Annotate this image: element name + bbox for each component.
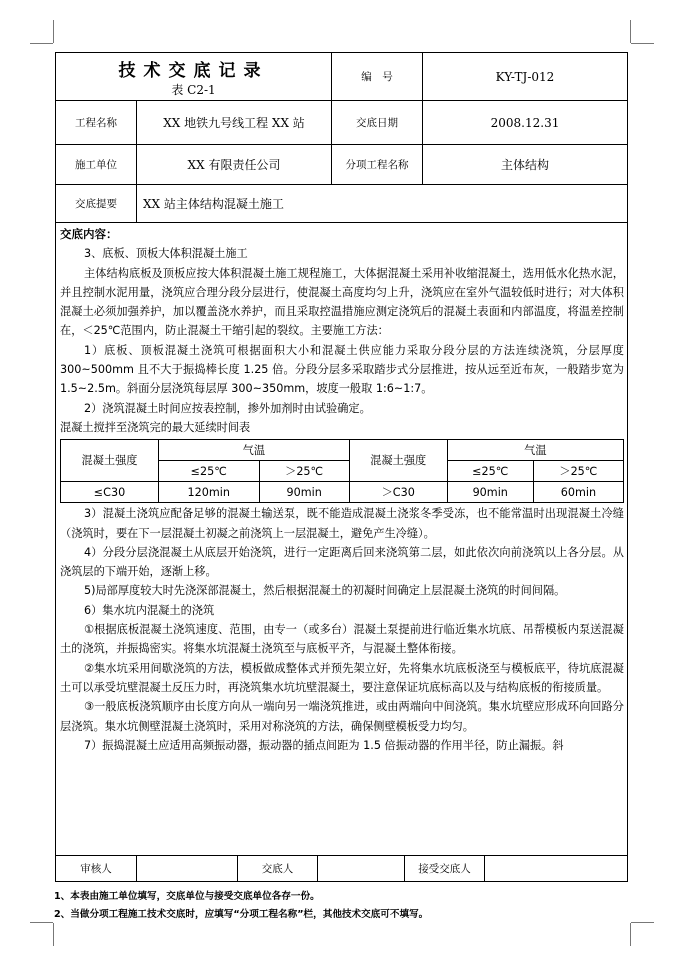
table-header-low-temp: ≤25℃ [159, 461, 260, 482]
table-cell: ≤C30 [61, 482, 159, 503]
paragraph: 1）底板、顶板混凝土浇筑可根据面积大小和混凝土供应能力采取分段分层的方法连续浇筑，分层厚度 300~500mm 且不大于振捣棒长度 1.25 倍。分段分层多采取踏步式分层推进，按从远至近布灰，一般踏步宽为 1.5~2.5m。斜面分层浇筑每层厚 300~350mm，坡度一般取 1:6~1:7。 [60, 343, 624, 396]
table-cell: ＞C30 [349, 482, 447, 503]
signature-row [56, 855, 627, 881]
subproject-value: 主体结构 [422, 145, 627, 184]
title-row [56, 53, 627, 101]
table-caption: 混凝土搅拌至浇筑完的最大延续时间表 [60, 420, 251, 434]
table-header-temp: 气温 [447, 440, 623, 461]
crop-mark [631, 922, 654, 923]
content-heading: 交底内容： [60, 227, 118, 241]
paragraph: 2）浇筑混凝土时间应按表控制，掺外加剂时由试验确定。 [84, 401, 371, 415]
paragraph: 5)局部厚度较大时先浇深部混凝土，然后根据混凝土的初凝时间确定上层混凝土浇筑的时间间隔。 [84, 584, 566, 598]
project-row [56, 101, 627, 145]
paragraph: ②集水坑采用间歇浇筑的方法，模板做成整体式并预先架立好，先将集水坑底板浇至与模板底平，待坑底混凝土可以承受坑壁混凝土反压力时，再浇筑集水坑坑壁混凝土，要注意保证坑底标高以及与结构底板的衔接质量。 [60, 661, 624, 694]
discloser-label: 交底人 [237, 856, 317, 881]
paragraph: 4）分段分层浇混凝土从底层开始浇筑，进行一定距离后回来浇筑第二层，如此依次向前浇筑以上各分层。从浇筑层的下端开始，逐渐上移。 [60, 545, 624, 579]
project-name-label: 工程名称 [75, 117, 117, 129]
contractor-row [56, 145, 627, 185]
table-header-high-temp: ＞25℃ [533, 461, 623, 482]
crop-mark [630, 923, 631, 946]
crop-mark [53, 923, 54, 946]
summary-label: 交底提要 [75, 198, 117, 210]
disclosure-content [60, 225, 624, 755]
contractor-value: XX 有限责任公司 [136, 145, 331, 184]
crop-mark [631, 43, 654, 44]
summary-row [56, 185, 627, 223]
project-name: XX 地铁九号线工程 XX 站 [136, 101, 331, 144]
number-label: 编 号 [331, 53, 422, 100]
disclosure-form [55, 52, 628, 882]
table-header-low-temp: ≤25℃ [447, 461, 533, 482]
title-cell [56, 53, 331, 100]
receiver-field[interactable] [484, 856, 627, 881]
paragraph: ①根据底板混凝土浇筑速度、范围，由专一（或多台）混凝土泵提前进行临近集水坑底、吊帮模板内泵送混凝土的浇筑，并振捣密实。将集水坑混凝土浇筑至与底板平齐，与混凝土整体衔接。 [60, 623, 624, 656]
discloser-field[interactable] [317, 856, 404, 881]
table-header-strength: 混凝土强度 [349, 440, 447, 482]
table-header-temp: 气温 [159, 440, 350, 461]
date-value: 2008.12.31 [422, 101, 627, 144]
reviewer-label: 审核人 [80, 863, 112, 875]
crop-mark [630, 20, 631, 43]
delay-time-table [60, 439, 624, 503]
paragraph: 7）振捣混凝土应适用高频振动器，振动器的插点间距为 1.5 倍振动器的作用半径，防止漏振。斜 [84, 738, 564, 752]
date-label: 交底日期 [331, 101, 422, 144]
page-title: 技术交底记录 [118, 60, 269, 81]
form-number: 表 C2-1 [171, 82, 216, 97]
table-header-strength: 混凝土强度 [61, 440, 159, 482]
table-cell: 90min [259, 482, 349, 503]
footnote: 2、当做分项工程施工技术交底时，应填写“分项工程名称”栏，其他技术交底可不填写。 [54, 909, 429, 920]
table-header-high-temp: ＞25℃ [259, 461, 349, 482]
table-cell: 60min [533, 482, 623, 503]
table-cell: 90min [447, 482, 533, 503]
contractor-label: 施工单位 [75, 159, 117, 171]
paragraph: 主体结构底板及顶板应按大体积混凝土施工规程施工，大体据混凝土采用补收缩混凝土，选用低水化热水泥，并且控制水泥用量，浇筑应合理分段分层进行，使混凝土高度均匀上升，浇筑应在室外气温较低时进行；对大体积混凝土必须加强养护，加以覆盖浇水养护，而且采取控温措施应测定浇筑后的混凝土表面和内部温度，将温差控制在，＜25℃范围内，防止混凝土干缩引起的裂纹。主要施工方法： [60, 266, 624, 338]
crop-mark [30, 43, 53, 44]
reviewer-field[interactable] [136, 856, 237, 881]
paragraph: 6）集水坑内混凝土的浇筑 [84, 603, 215, 617]
footnote: 1、本表由施工单位填写，交底单位与接受交底单位各存一份。 [54, 891, 320, 902]
receiver-label: 接受交底人 [404, 856, 484, 881]
table-cell: 120min [159, 482, 260, 503]
paragraph: ③一般底板浇筑顺序由长度方向从一端向另一端浇筑推进，或由两端向中间浇筑。集水坑壁应形成环向回路分层浇筑。集水坑侧壁混凝土浇筑时，采用对称浇筑的方法，确保侧壁模板受力均匀。 [60, 700, 624, 733]
crop-mark [53, 20, 54, 43]
summary-value: XX 站主体结构混凝土施工 [136, 185, 627, 222]
section-heading: 3、底板、顶板大体积混凝土施工 [84, 247, 248, 261]
crop-mark [30, 922, 53, 923]
number-value: KY-TJ-012 [422, 53, 627, 100]
paragraph: 3）混凝土浇筑应配备足够的混凝土输送泵，既不能造成混凝土浇浆冬季受冻，也不能常温时出现混凝土冷缝（浇筑时，要在下一层混凝土初凝之前浇筑上一层混凝土，避免产生冷缝）。 [60, 507, 624, 540]
subproject-label: 分项工程名称 [331, 145, 422, 184]
